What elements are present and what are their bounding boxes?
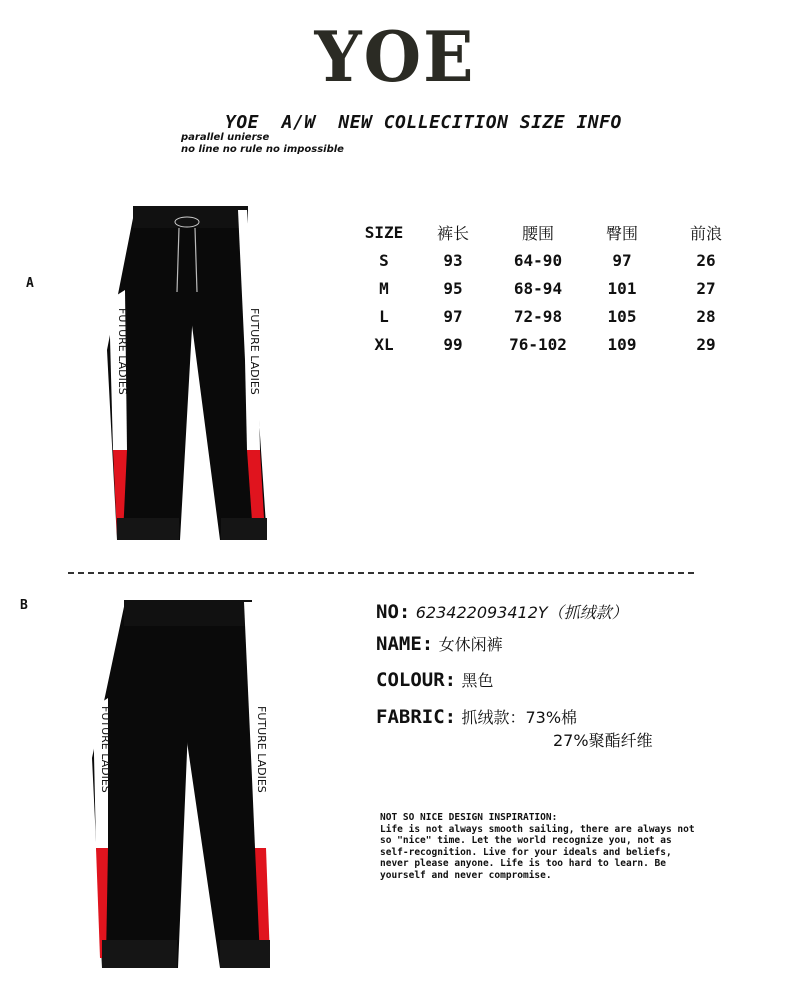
header-waist: 腰围: [521, 223, 554, 243]
cell: 27: [696, 278, 716, 298]
pants-front-image: [95, 200, 280, 550]
name-value: 女休闲裤: [438, 635, 503, 654]
colour-value: 黑色: [461, 671, 494, 690]
inspiration-body: Life is not always smooth sailing, there are always not so "nice" time. Let the world recognize you, not as self-recognition. Live for your ideals and beliefs, never please anyone. Life is too hard to learn. Be yourself and never compromise.: [380, 823, 695, 881]
header-size: SIZE: [364, 222, 404, 242]
table-row: [350, 246, 756, 274]
colour-label: COLOUR:: [376, 669, 457, 691]
product-number-row: [376, 600, 628, 623]
fabric-line-1: 抓绒款：73%棉: [461, 708, 578, 727]
cell: 93: [443, 250, 463, 270]
collection-headline: YOE A/W NEW COLLECITION SIZE INFO: [225, 112, 622, 133]
fabric-label: FABRIC:: [376, 706, 457, 728]
fabric-line-2: 27%聚酯纤维: [553, 731, 653, 750]
cell: S: [379, 250, 389, 270]
product-fabric-row: [376, 705, 577, 728]
cell: 109: [607, 334, 637, 354]
cell: 29: [696, 334, 716, 354]
cell: 99: [443, 334, 463, 354]
brand-logo: YOE: [314, 16, 476, 98]
cell: 26: [696, 250, 716, 270]
product-colour-row: [376, 668, 494, 691]
header-length: 裤长: [436, 223, 469, 243]
size-table-header: [350, 218, 756, 246]
cell: 105: [607, 306, 637, 326]
cell: 97: [443, 306, 463, 326]
pants-back-image: [80, 598, 280, 973]
cell: 28: [696, 306, 716, 326]
cell: M: [379, 278, 389, 298]
pants-b-right-text: FUTURE LADIES: [255, 706, 268, 793]
header-rise: 前浪: [689, 223, 722, 243]
cell: 101: [607, 278, 637, 298]
cell: 76-102: [509, 334, 567, 354]
no-label: NO:: [376, 601, 411, 623]
cell: L: [379, 306, 389, 326]
pants-b-left-text: FUTURE LADIES: [99, 706, 112, 793]
inspiration-block: [380, 812, 700, 881]
no-value: 623422093412Y（抓绒款）: [415, 603, 628, 622]
pants-a-right-text: FUTURE LADIES: [248, 308, 261, 395]
cell: 97: [612, 250, 632, 270]
table-row: [350, 302, 756, 330]
section-divider: [68, 572, 694, 574]
table-row: [350, 330, 756, 358]
section-b-marker: B: [20, 598, 28, 613]
size-table: [350, 218, 756, 358]
pants-a-left-text: FUTURE LADIES: [116, 308, 129, 395]
header-hip: 臀围: [605, 223, 638, 243]
fabric-line-2-row: [553, 728, 653, 751]
cell: 72-98: [513, 306, 563, 326]
cell: XL: [374, 334, 394, 354]
name-label: NAME:: [376, 633, 434, 655]
product-name-row: [376, 632, 503, 655]
section-a-marker: A: [26, 276, 34, 291]
tagline-1: parallel unierse: [181, 132, 270, 143]
cell: 95: [443, 278, 463, 298]
cell: 64-90: [513, 250, 563, 270]
tagline-2: no line no rule no impossible: [181, 144, 344, 155]
table-row: [350, 274, 756, 302]
cell: 68-94: [513, 278, 563, 298]
inspiration-title: NOT SO NICE DESIGN INSPIRATION:: [380, 812, 558, 823]
